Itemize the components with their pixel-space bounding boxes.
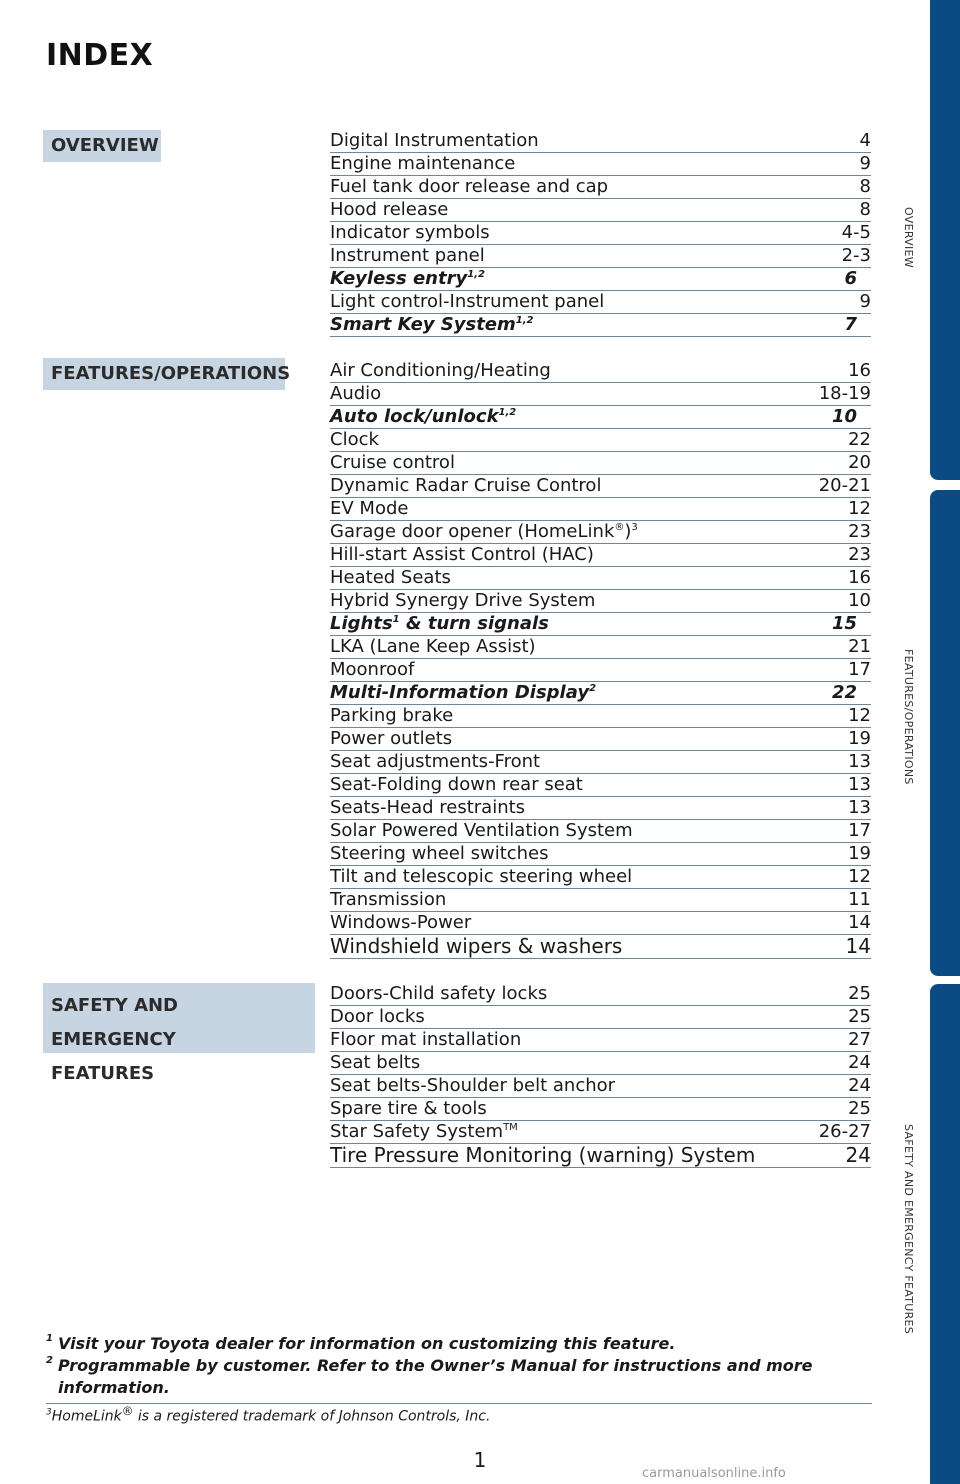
index-entry-label <box>330 567 451 589</box>
index-entry[interactable] <box>330 1075 871 1098</box>
index-entry-label <box>330 912 471 934</box>
index-entry-label <box>330 176 608 198</box>
index-entry-name: Air Conditioning/Heating <box>330 360 551 381</box>
index-entry-label <box>330 590 595 612</box>
watermark: carmanualsonline.info <box>642 1466 786 1481</box>
index-entry[interactable] <box>330 659 871 682</box>
index-entry-label <box>330 268 485 290</box>
index-entry[interactable] <box>330 1144 871 1168</box>
index-entry-page: 22 <box>831 682 857 703</box>
index-entry[interactable] <box>330 429 871 452</box>
index-entry-label <box>330 1098 487 1120</box>
index-entry[interactable] <box>330 889 871 912</box>
side-tab-overview-label: OVERVIEW <box>902 207 915 268</box>
index-entry-page: 25 <box>848 983 871 1004</box>
index-entry-label <box>330 1029 521 1051</box>
index-entry[interactable] <box>330 360 871 383</box>
index-entry-label <box>330 843 549 865</box>
index-entry-label <box>330 130 539 152</box>
index-entry[interactable] <box>330 935 871 959</box>
index-entry-name: Seats-Head restraints <box>330 797 526 818</box>
footnotes <box>46 1333 872 1404</box>
index-entry-superscript: 1,2 <box>498 407 517 418</box>
index-entry-page: 20-21 <box>818 475 871 496</box>
index-entry[interactable] <box>330 705 871 728</box>
section-label-features: FEATURES/OPERATIONS <box>43 358 285 390</box>
index-entry-label <box>330 383 381 405</box>
index-entry-page: 25 <box>848 1006 871 1027</box>
index-entry-name: Parking brake <box>330 705 454 726</box>
footnote-1-number: 1 <box>46 1333 53 1344</box>
index-entry-page: 11 <box>848 889 871 910</box>
index-entry-name: Windows-Power <box>330 912 472 933</box>
index-entry[interactable] <box>330 820 871 843</box>
index-entry-page: 14 <box>845 934 871 958</box>
index-entry-page: 23 <box>848 544 871 565</box>
index-entry-name: Doors-Child safety locks <box>330 983 548 1004</box>
index-entry-name: Fuel tank door release and cap <box>330 176 609 197</box>
section-label-safety-line1: SAFETY AND EMERGENCY <box>51 995 179 1050</box>
section-label-overview: OVERVIEW <box>43 130 161 162</box>
index-entry-name: Smart Key System <box>330 314 516 335</box>
index-entry[interactable] <box>330 153 871 176</box>
index-entry-label <box>330 1075 615 1097</box>
index-entry[interactable] <box>330 1121 871 1144</box>
index-entry-page: 13 <box>848 751 871 772</box>
index-entry[interactable] <box>330 245 871 268</box>
index-entry-superscript: 1,2 <box>515 315 534 326</box>
index-entry-name: Seat adjustments-Front <box>330 751 541 772</box>
side-tab-safety[interactable] <box>930 984 960 1484</box>
index-entry[interactable] <box>330 843 871 866</box>
index-entry-name: Clock <box>330 429 379 450</box>
index-entry-name: Spare tire & tools <box>330 1098 487 1119</box>
index-entry-name: Lights <box>330 613 393 634</box>
index-entry-name: Hill-start Assist Control (HAC) <box>330 544 594 565</box>
index-entry-label <box>330 360 551 382</box>
index-entry-page: 17 <box>848 659 871 680</box>
footnote-2-text: Programmable by customer. Refer to the Owner’s Manual for instructions and more information. <box>58 1356 813 1397</box>
index-entry-label <box>330 521 638 543</box>
index-entry-name: Solar Powered Ventilation System <box>330 820 633 841</box>
index-entry[interactable] <box>330 1029 871 1052</box>
page-number: 1 <box>473 1448 487 1472</box>
index-entry[interactable] <box>330 613 871 636</box>
index-entry-label <box>330 983 547 1005</box>
index-entry-name: Cruise control <box>330 452 455 473</box>
index-entry-page: 10 <box>831 406 857 427</box>
side-tab-overview[interactable] <box>930 0 960 480</box>
index-entry-label <box>330 429 379 451</box>
index-entry[interactable] <box>330 728 871 751</box>
index-entry-label <box>330 774 583 796</box>
index-entry-name: Transmission <box>330 889 447 910</box>
index-entry[interactable] <box>330 1098 871 1121</box>
footnote-3-homelink: HomeLink <box>51 1408 122 1425</box>
index-entry-label <box>330 1052 420 1074</box>
index-entry-name: Seat belts <box>330 1052 421 1073</box>
index-entry[interactable] <box>330 406 871 429</box>
index-entry-name: Hood release <box>330 199 449 220</box>
index-entry-name: Hybrid Synergy Drive System <box>330 590 596 611</box>
index-entry[interactable] <box>330 314 871 337</box>
index-entry-name: Star Safety System <box>330 1121 504 1142</box>
side-tab-features[interactable] <box>930 490 960 976</box>
index-entry-label <box>330 613 549 635</box>
index-entry-name: Floor mat installation <box>330 1029 522 1050</box>
index-entry-page: 15 <box>831 613 857 634</box>
index-entry-label <box>330 935 622 958</box>
index-entry-page: 14 <box>848 912 871 933</box>
index-entry-page: 24 <box>848 1075 871 1096</box>
index-entry-superscript: 1,2 <box>467 269 485 280</box>
index-entry-name: Indicator symbols <box>330 222 490 243</box>
safety-index-list <box>330 983 871 1168</box>
index-entry-name: Instrument panel <box>330 245 485 266</box>
index-entry-page: 19 <box>848 728 871 749</box>
index-entry-page: 10 <box>848 590 871 611</box>
index-entry-label <box>330 406 516 428</box>
index-entry-page: 9 <box>859 153 871 174</box>
index-entry-page: 7 <box>844 314 857 335</box>
footnote-3-registered: ® <box>121 1404 134 1418</box>
index-entry-label <box>330 314 533 336</box>
index-entry-page: 12 <box>848 498 871 519</box>
footnote-3-number: 3 <box>46 1407 52 1418</box>
index-entry-page: 8 <box>859 176 871 197</box>
index-entry[interactable] <box>330 1052 871 1075</box>
index-entry-page: 16 <box>848 360 871 381</box>
index-entry-name: Keyless entry <box>330 268 468 289</box>
index-entry-label <box>330 682 596 704</box>
index-entry-page: 6 <box>844 268 857 289</box>
index-entry-label <box>330 659 414 681</box>
index-entry-page: 21 <box>848 636 871 657</box>
index-entry-name: Light control-Instrument panel <box>330 291 605 312</box>
index-entry-name: Garage door opener (HomeLink <box>330 521 615 542</box>
index-entry[interactable] <box>330 199 871 222</box>
index-entry-label <box>330 475 601 497</box>
index-entry-page: 12 <box>848 866 871 887</box>
index-entry[interactable] <box>330 983 871 1006</box>
index-entry[interactable] <box>330 268 871 291</box>
index-entry[interactable] <box>330 452 871 475</box>
index-entry-label <box>330 291 604 313</box>
index-entry-name: LKA (Lane Keep Assist) <box>330 636 536 657</box>
index-entry-superscript-2: 3 <box>631 522 638 533</box>
index-entry-page: 20 <box>848 452 871 473</box>
index-entry-page: 2-3 <box>841 245 871 266</box>
index-entry-name: Steering wheel switches <box>330 843 549 864</box>
footnote-1 <box>46 1333 872 1355</box>
index-entry-label <box>330 1121 518 1143</box>
index-entry-page: 4 <box>859 130 871 151</box>
index-entry-label <box>330 245 485 267</box>
index-entry-name: Audio <box>330 383 382 404</box>
index-entry-page: 9 <box>859 291 871 312</box>
index-entry[interactable] <box>330 567 871 590</box>
index-entry[interactable] <box>330 1006 871 1029</box>
index-entry-page: 19 <box>848 843 871 864</box>
index-entry-suffix: ) <box>624 521 632 542</box>
index-entry-page: 26-27 <box>818 1121 871 1142</box>
index-entry[interactable] <box>330 291 871 314</box>
index-entry-page: 24 <box>848 1052 871 1073</box>
footnote-2 <box>46 1355 872 1399</box>
index-entry-page: 12 <box>848 705 871 726</box>
index-entry-name: Multi-Information Display <box>330 682 590 703</box>
footnote-3-text: is a registered trademark of Johnson Controls, Inc. <box>133 1408 491 1425</box>
index-entry-page: 13 <box>848 797 871 818</box>
side-tab-safety-label: SAFETY AND EMERGENCY FEATURES <box>902 1124 915 1335</box>
index-entry-label <box>330 866 632 888</box>
section-label-safety <box>43 983 315 1084</box>
index-entry-label <box>330 498 408 520</box>
index-entry-name: Dynamic Radar Cruise Control <box>330 475 602 496</box>
index-entry-name: Door locks <box>330 1006 425 1027</box>
index-entry-name: Windshield wipers & washers <box>330 934 623 958</box>
index-entry[interactable] <box>330 130 871 153</box>
index-entry-label <box>330 820 633 842</box>
index-entry[interactable] <box>330 774 871 797</box>
index-entry[interactable] <box>330 866 871 889</box>
features-index-list <box>330 360 871 959</box>
index-entry[interactable] <box>330 475 871 498</box>
index-entry-label <box>330 751 540 773</box>
index-entry-page: 27 <box>848 1029 871 1050</box>
index-entry-name: Digital Instrumentation <box>330 130 539 151</box>
index-entry-page: 24 <box>845 1143 871 1167</box>
index-entry-name: EV Mode <box>330 498 409 519</box>
index-entry[interactable] <box>330 590 871 613</box>
index-entry[interactable] <box>330 751 871 774</box>
index-entry-page: 22 <box>848 429 871 450</box>
index-entry-page: 16 <box>848 567 871 588</box>
index-entry-label <box>330 636 536 658</box>
index-entry-name: Seat-Folding down rear seat <box>330 774 583 795</box>
index-entry-superscript: 1 <box>392 614 400 625</box>
index-entry-label <box>330 705 453 727</box>
index-entry-name: Power outlets <box>330 728 453 749</box>
index-entry-suffix: & turn signals <box>399 613 549 634</box>
index-entry-page: 17 <box>848 820 871 841</box>
index-entry-superscript: TM <box>503 1122 518 1133</box>
overview-index-list <box>330 130 871 337</box>
index-entry-label <box>330 728 452 750</box>
index-entry-label <box>330 1144 755 1167</box>
index-entry-page: 13 <box>848 774 871 795</box>
index-entry[interactable] <box>330 521 871 544</box>
index-entry[interactable] <box>330 498 871 521</box>
footnote-1-text: Visit your Toyota dealer for information on customizing this feature. <box>58 1334 676 1353</box>
page-title: INDEX <box>46 38 154 73</box>
index-entry-label <box>330 199 448 221</box>
index-entry[interactable] <box>330 222 871 245</box>
index-entry-name: Tilt and telescopic steering wheel <box>330 866 633 887</box>
footnote-2-number: 2 <box>46 1355 53 1366</box>
index-entry-label <box>330 452 455 474</box>
index-entry[interactable] <box>330 797 871 820</box>
index-entry-label <box>330 544 594 566</box>
index-entry-label <box>330 889 446 911</box>
index-entry-label <box>330 222 490 244</box>
index-entry-superscript: 2 <box>589 683 597 694</box>
index-entry-label <box>330 153 515 175</box>
index-entry[interactable] <box>330 636 871 659</box>
side-tab-features-label: FEATURES/OPERATIONS <box>902 649 915 785</box>
index-entry-name: Auto lock/unlock <box>330 406 499 427</box>
index-entry[interactable] <box>330 176 871 199</box>
footnote-3 <box>46 1404 490 1425</box>
index-entry-page: 25 <box>848 1098 871 1119</box>
index-entry-label <box>330 1006 425 1028</box>
index-entry[interactable] <box>330 383 871 406</box>
index-entry-name: Engine maintenance <box>330 153 516 174</box>
index-entry-page: 8 <box>859 199 871 220</box>
index-entry[interactable] <box>330 682 871 705</box>
section-label-safety-line2: FEATURES <box>51 1063 155 1084</box>
index-entry-name: Moonroof <box>330 659 415 680</box>
index-entry-page: 18-19 <box>818 383 871 404</box>
index-entry[interactable] <box>330 544 871 567</box>
index-entry-name: Tire Pressure Monitoring (warning) System <box>330 1143 756 1167</box>
index-entry-superscript: ® <box>614 522 625 533</box>
index-entry-name: Seat belts-Shoulder belt anchor <box>330 1075 616 1096</box>
index-entry-page: 23 <box>848 521 871 542</box>
index-entry[interactable] <box>330 912 871 935</box>
index-entry-label <box>330 797 525 819</box>
index-entry-page: 4-5 <box>841 222 871 243</box>
index-entry-name: Heated Seats <box>330 567 451 588</box>
